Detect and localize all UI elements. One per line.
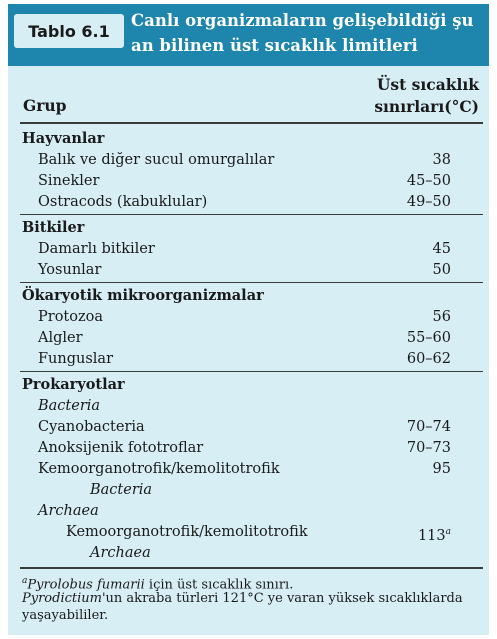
- section-divider: [20, 282, 483, 283]
- table-row: Kemoorganotrofik/kemolitotrofik 113$^a$: [66, 524, 451, 544]
- header-rule: [20, 122, 483, 124]
- footer-rule: [20, 567, 483, 569]
- footnote-2: Pyrodictium'un akraba türleri 121°C ye varan yüksek sıcaklıklarda: [22, 591, 463, 606]
- table-row: Funguslar 60–62: [38, 351, 451, 367]
- section-prokaryotes: Prokaryotlar: [22, 376, 125, 393]
- footnote-marker: a: [445, 527, 451, 537]
- table-row: Sinekler 45–50: [38, 173, 451, 189]
- table-row: Anoksijenik fototroflar 70–73: [38, 440, 451, 456]
- section-divider: [20, 214, 483, 215]
- section-divider: [20, 371, 483, 372]
- footnote-3: yaşayabililer.: [22, 608, 109, 623]
- section-eukaryotic: Ökaryotik mikroorganizmalar: [22, 287, 264, 304]
- subgroup-archaea: Archaea: [38, 503, 99, 519]
- table-row: Yosunlar 50: [38, 262, 451, 278]
- footnote-1: $^a$Pyrolobus fumarii için üst sıcaklık sınırı.: [22, 576, 294, 593]
- table-row: Ostracods (kabuklular) 49–50: [38, 194, 451, 210]
- table-number: Tablo 6.1: [28, 21, 110, 41]
- table-card: [8, 4, 489, 635]
- table-row: Protozoa 56: [38, 309, 451, 325]
- column-header-limit: Üst sıcaklık sınırları(°C): [374, 75, 479, 116]
- table-title: Canlı organizmaların gelişebildiği şu an bilinen üst sıcaklık limitleri: [131, 11, 474, 55]
- table-number-badge: [14, 14, 124, 48]
- table-row: Algler 55–60: [38, 330, 451, 346]
- table-row-continuation: Archaea: [90, 545, 151, 561]
- section-animals: Hayvanlar: [22, 130, 105, 147]
- table-row-continuation: Bacteria: [90, 482, 153, 498]
- table-row: Kemoorganotrofik/kemolitotrofik 95: [38, 461, 451, 477]
- section-plants: Bitkiler: [22, 219, 85, 236]
- table-row: Balık ve diğer sucul omurgalılar 38: [38, 152, 451, 168]
- subgroup-bacteria: Bacteria: [38, 398, 101, 414]
- column-header-group: Grup: [23, 96, 67, 115]
- table-row: Damarlı bitkiler 45: [38, 241, 451, 257]
- table-row: Cyanobacteria 70–74: [38, 419, 451, 435]
- table-header-bar: [8, 4, 489, 66]
